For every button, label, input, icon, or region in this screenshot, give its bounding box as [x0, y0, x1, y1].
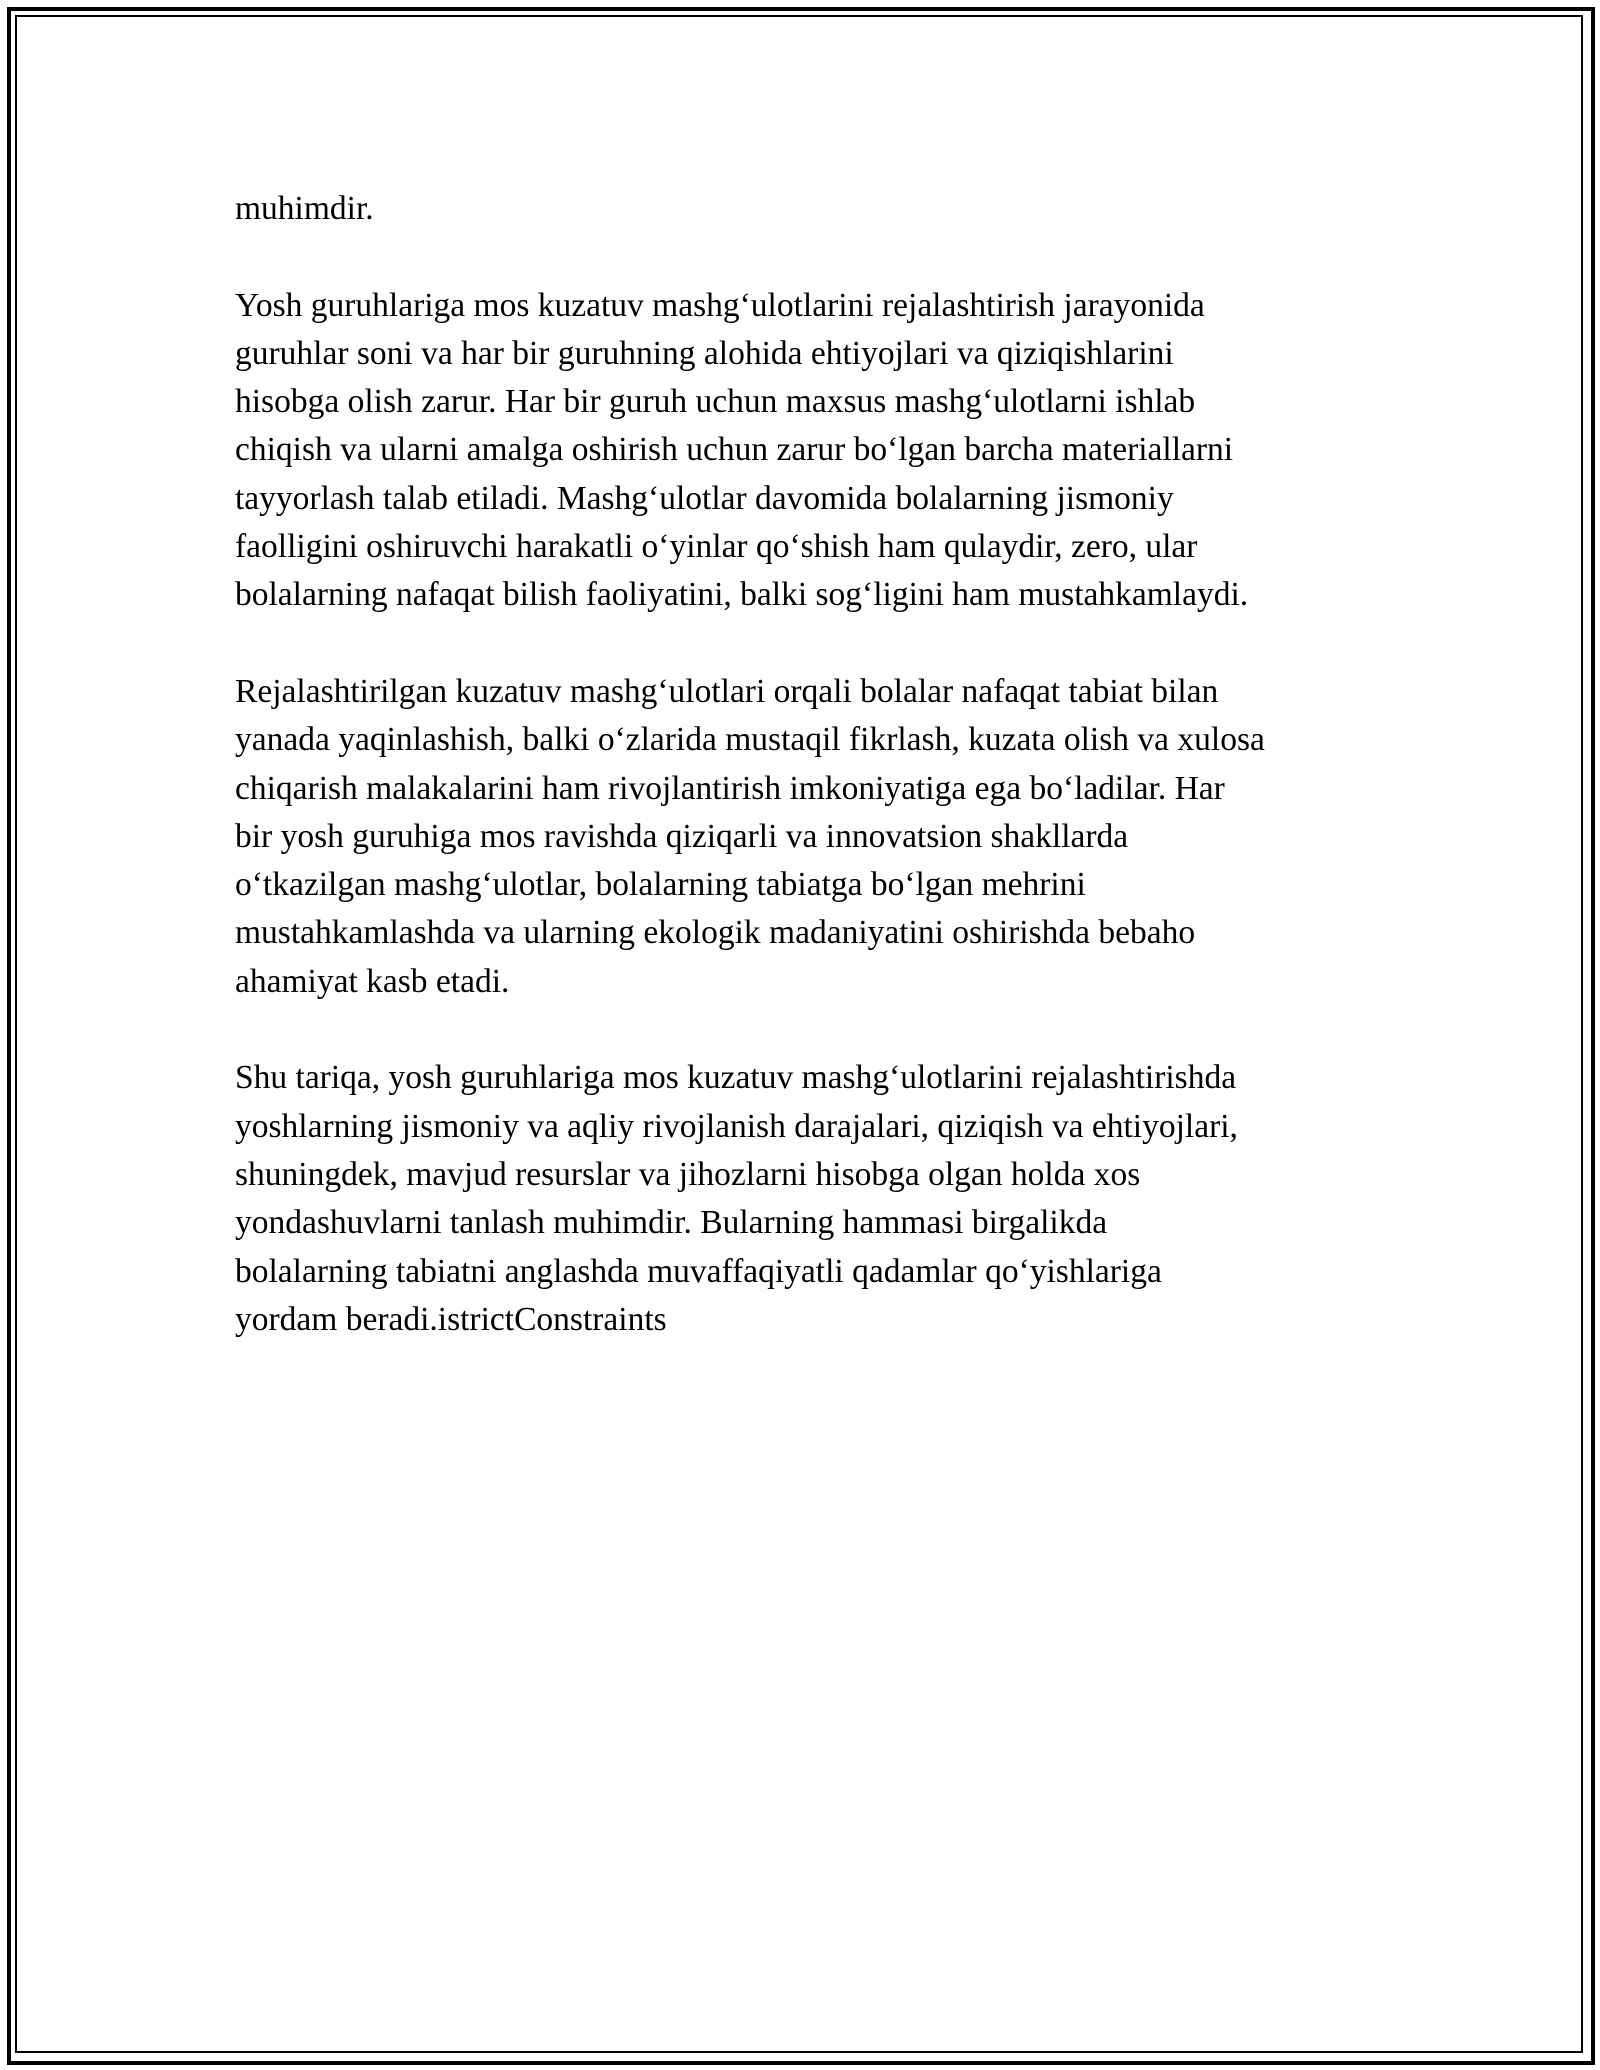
text-line: shuningdek, mavjud resurslar va jihozlarni hisobga olgan holda xos	[235, 1155, 1141, 1193]
text-line: bolalarning tabiatni anglashda muvaffaqiyatli qadamlar qo‘yishlariga	[235, 1252, 1162, 1290]
paragraph-3	[235, 668, 1395, 1006]
paragraph-4	[235, 1054, 1395, 1344]
paragraph-2	[235, 282, 1395, 620]
text-line: yondashuvlarni tanlash muhimdir. Bularning hammasi birgalikda	[235, 1204, 1108, 1242]
text-line: ahamiyat kasb etadi.	[235, 962, 510, 1000]
text-line: bolalarning nafaqat bilish faoliyatini, balki sog‘ligini ham mustahkamlaydi.	[235, 576, 1249, 614]
text-line: muhimdir.	[235, 190, 374, 227]
text-line: Shu tariqa, yosh guruhlariga mos kuzatuv mashg‘ulotlarini rejalashtirishda	[235, 1059, 1237, 1097]
text-line: hisobga olish zarur. Har bir guruh uchun maxsus mashg‘ulotlarni ishlab	[235, 383, 1196, 421]
paragraph-1	[235, 185, 1395, 233]
text-line: yoshlarning jismoniy va aqliy rivojlanish darajalari, qiziqish va ehtiyojlari,	[235, 1107, 1238, 1145]
text-line: Yosh guruhlariga mos kuzatuv mashg‘ulotlarini rejalashtirish jarayonida	[235, 286, 1205, 324]
text-line: tayyorlash talab etiladi. Mashg‘ulotlar davomida bolalarning jismoniy	[235, 479, 1174, 517]
text-line: yanada yaqinlashish, balki o‘zlarida mustaqil fikrlash, kuzata olish va xulosa	[235, 721, 1265, 759]
text-line: mustahkamlashda va ularning ekologik madaniyatini oshirishda bebaho	[235, 914, 1196, 952]
text-line: bir yosh guruhiga mos ravishda qiziqarli va innovatsion shakllarda	[235, 817, 1129, 855]
text-line: yordam beradi.istrictConstraints	[235, 1300, 667, 1338]
text-line: faolligini oshiruvchi harakatli o‘yinlar qo‘shish ham qulaydir, zero, ular	[235, 528, 1198, 566]
text-line: o‘tkazilgan mashg‘ulotlar, bolalarning tabiatga bo‘lgan mehrini	[235, 866, 1086, 904]
text-line: Rejalashtirilgan kuzatuv mashg‘ulotlari orqali bolalar nafaqat tabiat bilan	[235, 672, 1219, 710]
text-line: chiqish va ularni amalga oshirish uchun zarur bo‘lgan barcha materiallarni	[235, 431, 1234, 469]
text-line: chiqarish malakalarini ham rivojlantirish imkoniyatiga ega bo‘ladilar. Har	[235, 769, 1225, 807]
text-line: guruhlar soni va har bir guruhning alohida ehtiyojlari va qiziqishlarini	[235, 334, 1174, 372]
document-body	[235, 185, 1395, 1392]
